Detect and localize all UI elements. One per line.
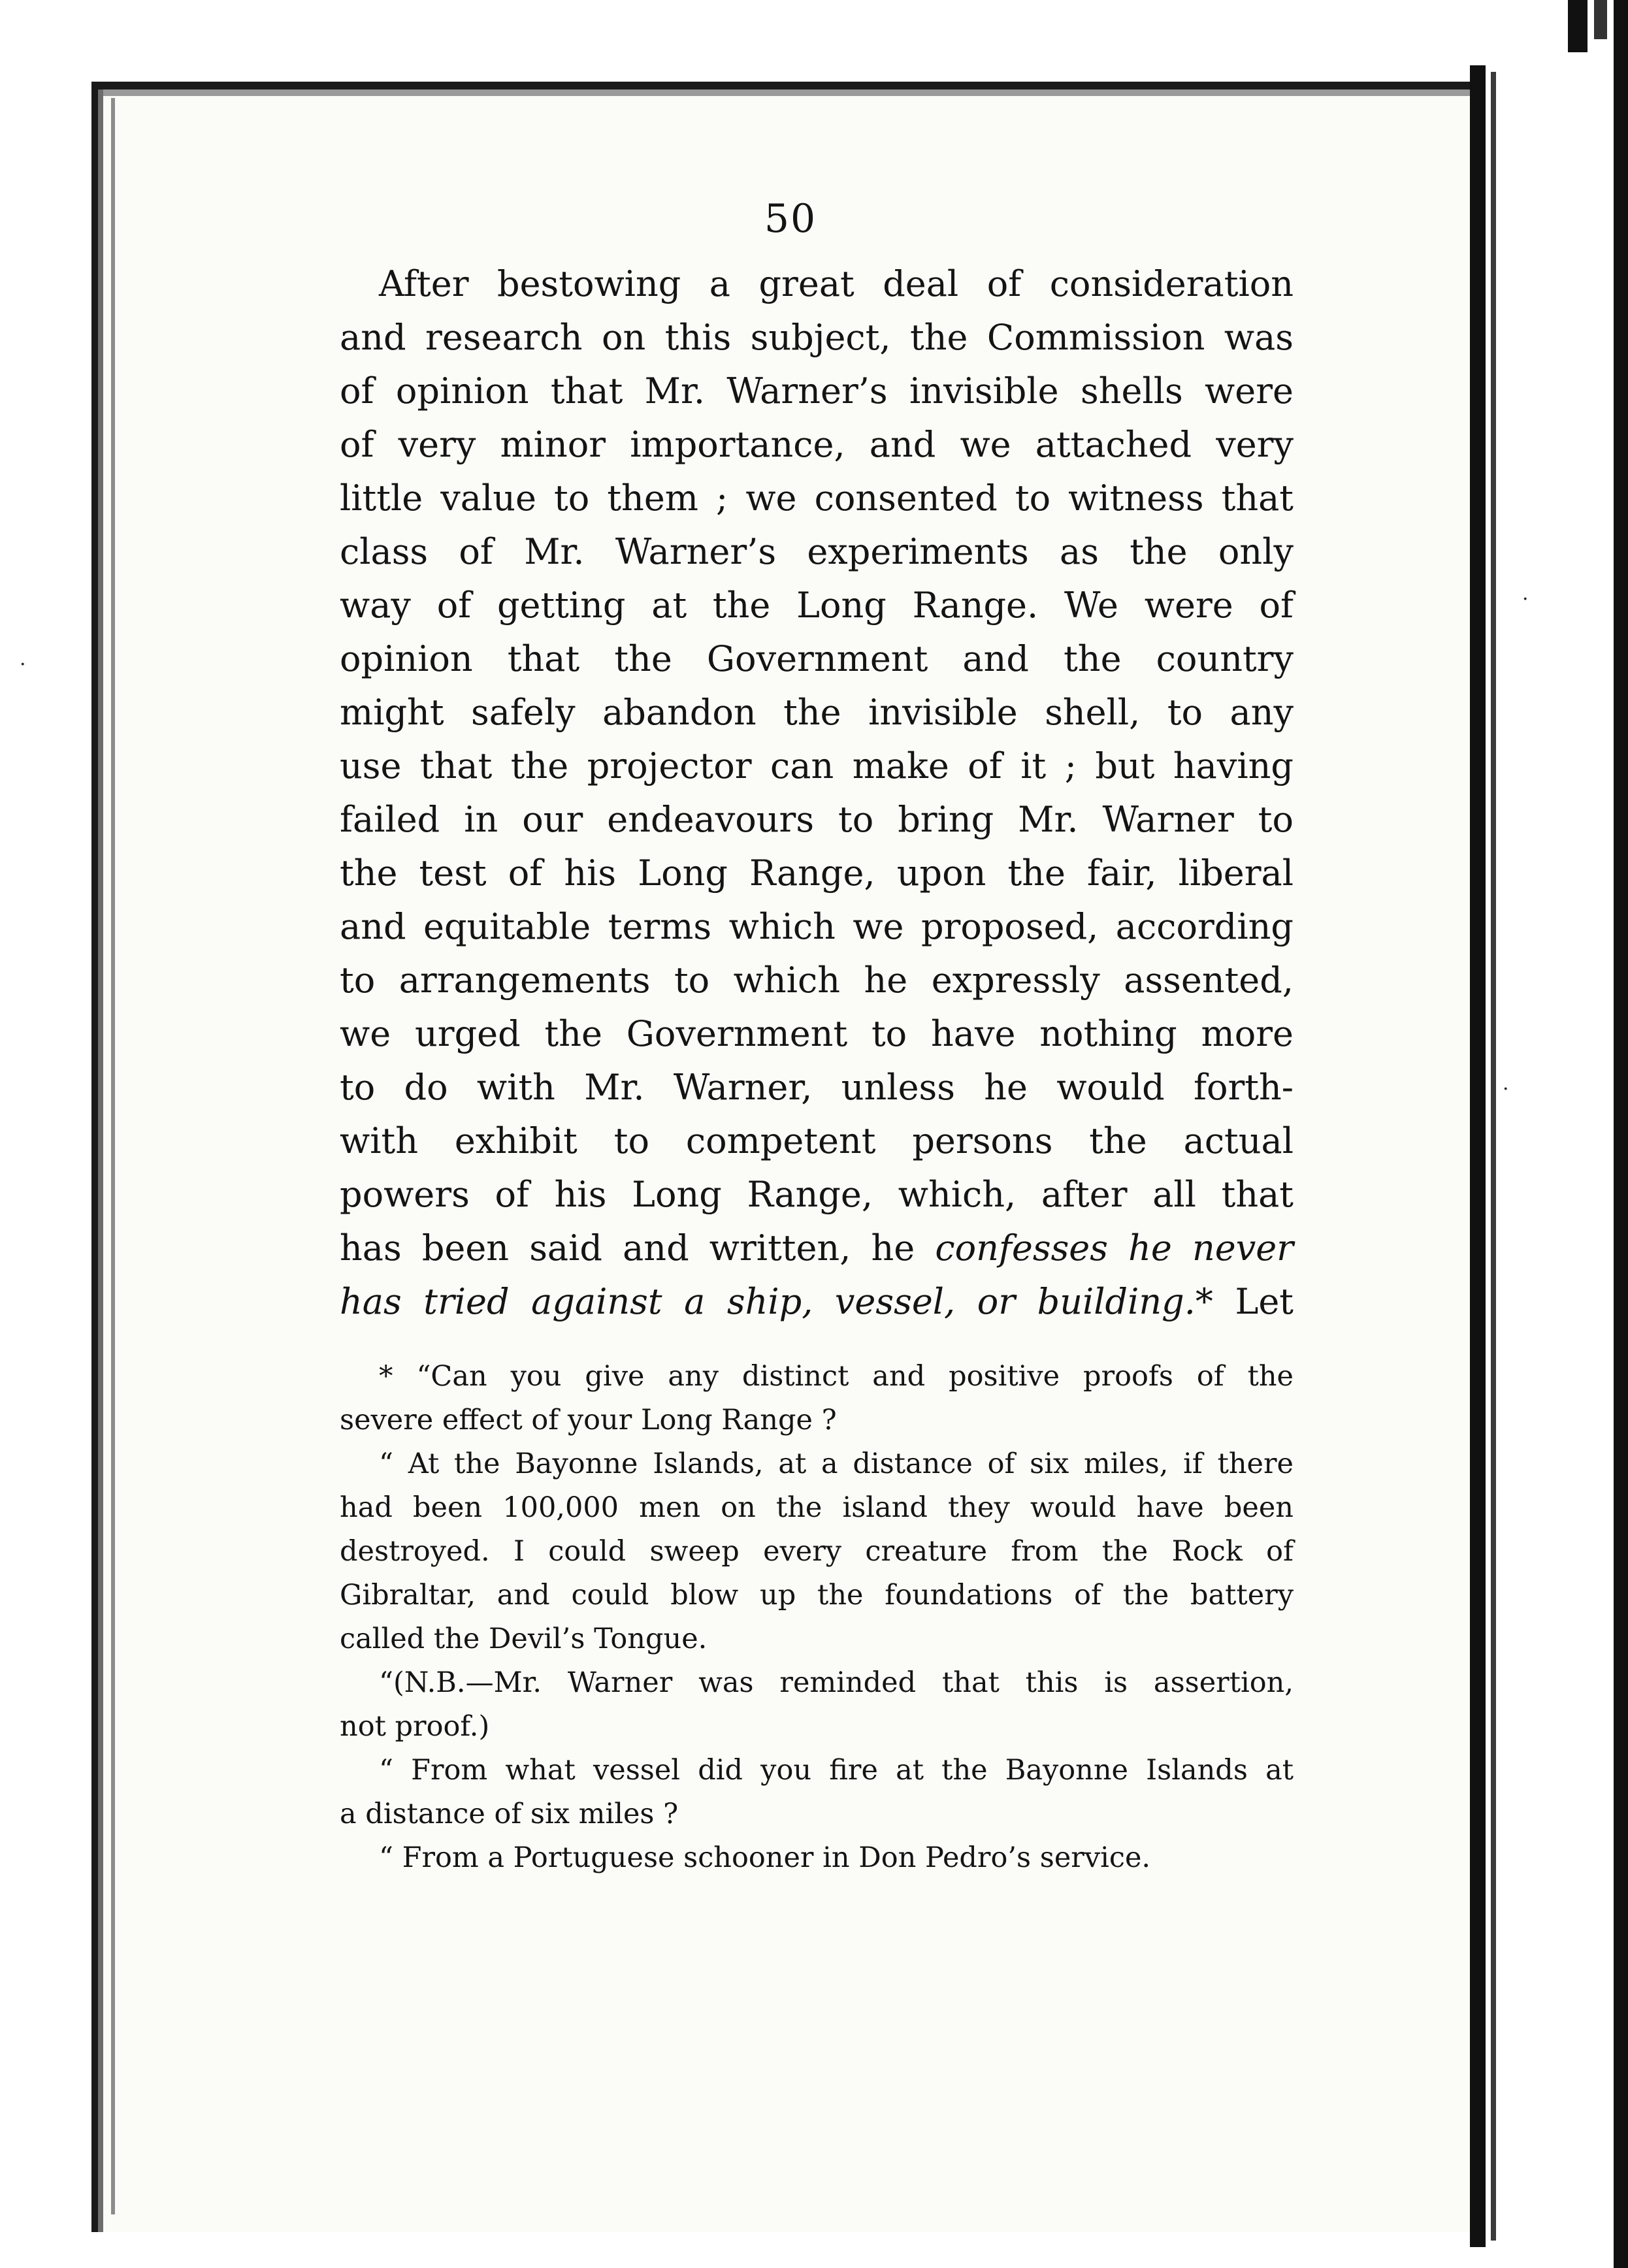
footnote-line: * “Can you give any distinct and positive proofs of the [379, 1360, 1294, 1393]
body-line: to do with Mr. Warner, unless he would forth- [340, 1067, 1294, 1108]
scan-right-edge [1614, 0, 1628, 2268]
scan-speck: · [1522, 588, 1529, 611]
body-line: opinion that the Government and the country [340, 638, 1294, 679]
body-line: to arrangements to which he expressly assented, [340, 960, 1294, 1001]
footnote-line: a distance of six miles ? [340, 1798, 679, 1830]
body-text-segment: has been said and written, he [340, 1227, 915, 1269]
body-line: we urged the Government to have nothing more [340, 1013, 1294, 1054]
scan-top-margin [0, 0, 1628, 85]
page-text-block [340, 196, 1294, 1880]
body-line: way of getting at the Long Range. We were of [340, 585, 1294, 626]
footnote-line: “ From a Portuguese schooner in Don Pedro’s service. [379, 1841, 1151, 1874]
scan-right-margin [1496, 0, 1628, 2268]
italic-emphasis: confesses he never [935, 1227, 1294, 1269]
footnote-line: “(N.B.—Mr. Warner was reminded that this is assertion, [379, 1666, 1294, 1699]
italic-emphasis: has tried against a ship, vessel, or building.* [340, 1281, 1213, 1322]
body-line: and research on this subject, the Commission was [340, 317, 1294, 358]
footnote-line: “ At the Bayonne Islands, at a distance of six miles, if there [379, 1448, 1294, 1480]
body-line: After bestowing a great deal of consideration [379, 263, 1294, 304]
book-spine-edge [1470, 65, 1486, 2247]
body-line-with-italic [340, 1222, 1294, 1275]
footnote-line: destroyed. I could sweep every creature from the Rock of [340, 1535, 1294, 1568]
body-line: failed in our endeavours to bring Mr. Warner to [340, 799, 1294, 840]
footnote-line: Gibraltar, and could blow up the foundations of the battery [340, 1579, 1294, 1612]
body-line: and equitable terms which we proposed, according [340, 906, 1294, 947]
body-line: with exhibit to competent persons the actual [340, 1120, 1294, 1161]
body-line: the test of his Long Range, upon the fair, liberal [340, 852, 1294, 894]
footnote-line: called the Devil’s Tongue. [340, 1623, 708, 1655]
footnote-line: had been 100,000 men on the island they would have been [340, 1491, 1294, 1524]
page-edge-shadow [111, 98, 115, 2214]
footnote-line: not proof.) [340, 1710, 490, 1743]
body-line: little value to them ; we consented to witness that [340, 478, 1294, 519]
body-line: class of Mr. Warner’s experiments as the only [340, 531, 1294, 572]
scan-top-artifact [1568, 0, 1587, 52]
scan-speck: · [1503, 1078, 1509, 1101]
footnote-separator [340, 1329, 1294, 1355]
scan-speck: · [20, 653, 26, 676]
footnote-line: severe effect of your Long Range ? [340, 1404, 837, 1436]
footnote-line: “ From what vessel did you fire at the Bayonne Islands at [379, 1754, 1294, 1787]
body-line: use that the projector can make of it ; but having [340, 745, 1294, 786]
body-text-segment: Let [1235, 1281, 1294, 1322]
page-number: 50 [764, 196, 817, 242]
body-line: powers of his Long Range, which, after all that [340, 1174, 1294, 1215]
scan-top-artifact-2 [1594, 0, 1607, 39]
body-line: might safely abandon the invisible shell, to any [340, 692, 1294, 733]
body-line: of opinion that Mr. Warner’s invisible shells were [340, 370, 1294, 412]
body-line-with-italic [340, 1275, 1294, 1329]
body-line: of very minor importance, and we attached very [340, 424, 1294, 465]
book-spine-shadow [1491, 72, 1496, 2241]
